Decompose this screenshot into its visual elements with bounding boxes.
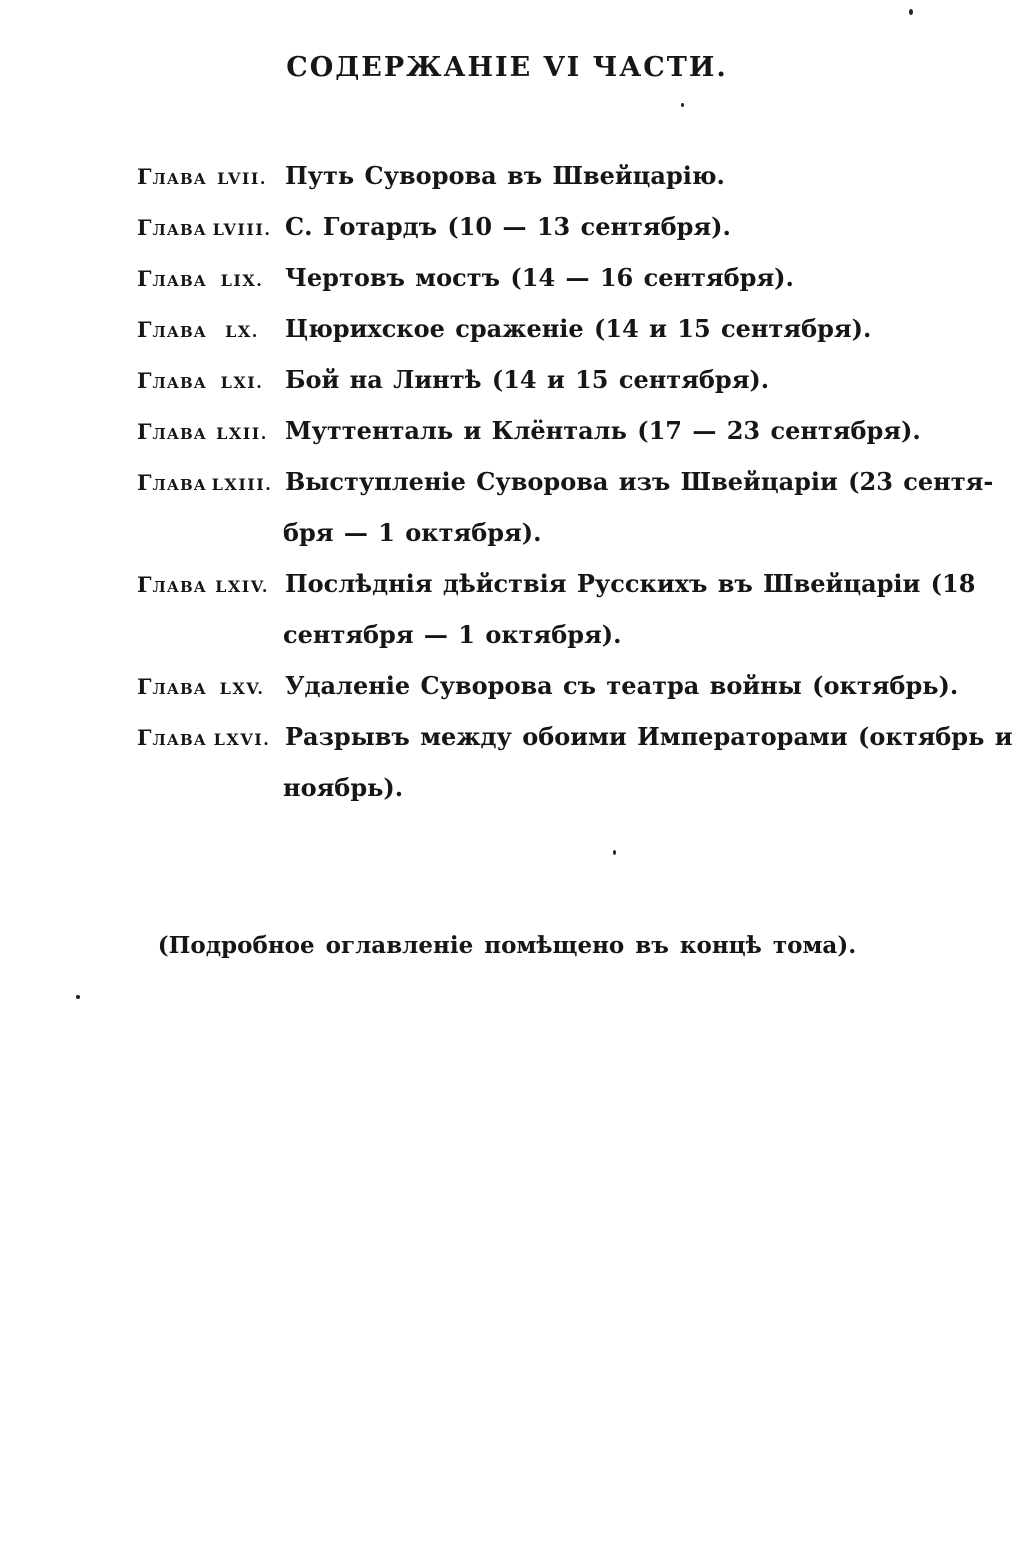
chapter-title: Разрывъ между обоими Императорами (октябрь и bbox=[285, 722, 1013, 751]
chapter-title: С. Готардъ (10 — 13 сентября). bbox=[285, 212, 731, 241]
chapter-numeral: LXVI. bbox=[213, 730, 271, 749]
chapter-title: Муттенталь и Клёнталь (17 — 23 сентября). bbox=[285, 416, 921, 445]
chapter-title: Путь Суворова въ Швейцарію. bbox=[285, 161, 725, 190]
chapter-title: Удаленіе Суворова съ театра войны (октябрь). bbox=[285, 671, 959, 700]
chapter-title-continuation: сентября — 1 октября). bbox=[283, 620, 622, 649]
chapter-label: Глава bbox=[137, 725, 207, 750]
toc-entry bbox=[137, 711, 1013, 813]
chapter-numeral: LVIII. bbox=[212, 220, 272, 239]
toc-entry bbox=[137, 354, 937, 405]
footnote: (Подробное оглавленіе помѣщено въ концѣ тома). bbox=[157, 932, 857, 959]
toc-entry bbox=[137, 456, 994, 558]
chapter-label: Глава bbox=[137, 674, 207, 699]
chapter-title: Выступленіе Суворова изъ Швейцаріи (23 сентя- bbox=[285, 467, 994, 496]
page-title: СОДЕРЖАНІЕ VI ЧАСТИ. bbox=[286, 52, 728, 83]
chapter-numeral: LXIV. bbox=[215, 577, 269, 596]
chapter-numeral: LXII. bbox=[216, 424, 268, 443]
ink-speck bbox=[613, 850, 616, 855]
chapter-numeral: LXIII. bbox=[211, 475, 273, 494]
chapter-label: Глава bbox=[137, 215, 207, 240]
chapter-title-continuation: ноябрь). bbox=[283, 773, 404, 802]
ink-speck bbox=[681, 103, 684, 107]
chapter-title: Цюрихское сраженіе (14 и 15 сентября). bbox=[285, 314, 872, 343]
chapter-label: Глава bbox=[137, 572, 207, 597]
chapter-label: Глава bbox=[137, 419, 207, 444]
chapter-label: Глава bbox=[137, 368, 207, 393]
toc-entry bbox=[137, 252, 937, 303]
chapter-title: Чертовъ мостъ (14 — 16 сентября). bbox=[285, 263, 794, 292]
chapter-label: Глава bbox=[137, 317, 207, 342]
chapter-numeral: LX. bbox=[225, 322, 259, 341]
toc-entry bbox=[137, 405, 937, 456]
toc-entry bbox=[137, 150, 937, 201]
chapter-title-continuation: бря — 1 октября). bbox=[283, 518, 542, 547]
chapter-numeral: LVII. bbox=[217, 169, 267, 188]
table-of-contents bbox=[137, 150, 1013, 813]
ink-speck bbox=[909, 9, 913, 15]
chapter-title: Послѣднія дѣйствія Русскихъ въ Швейцаріи (18 bbox=[285, 569, 976, 598]
chapter-label: Глава bbox=[137, 470, 207, 495]
chapter-label: Глава bbox=[137, 164, 207, 189]
chapter-numeral: LIX. bbox=[220, 271, 264, 290]
ink-speck bbox=[76, 995, 80, 999]
chapter-title: Бой на Линтѣ (14 и 15 сентября). bbox=[285, 365, 770, 394]
chapter-numeral: LXV. bbox=[219, 679, 265, 698]
chapter-label: Глава bbox=[137, 266, 207, 291]
chapter-numeral: LXI. bbox=[220, 373, 264, 392]
toc-entry bbox=[137, 660, 959, 711]
toc-entry bbox=[137, 303, 937, 354]
toc-entry bbox=[137, 201, 937, 252]
toc-entry bbox=[137, 558, 976, 660]
